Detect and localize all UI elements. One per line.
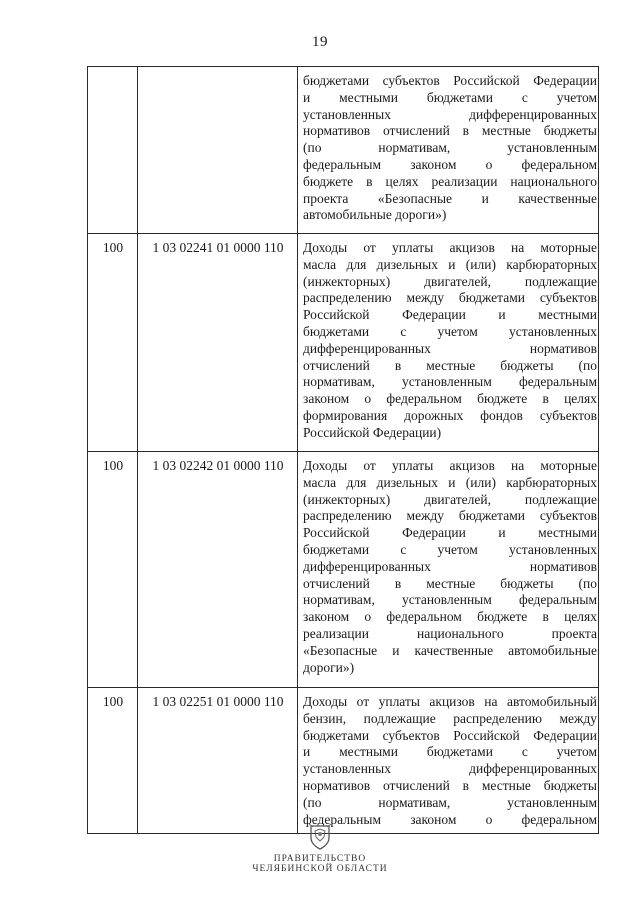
admin-code-cell: 100 bbox=[102, 458, 124, 473]
page-number: 19 bbox=[312, 34, 328, 50]
description-line: бюджетами с учетом установленных bbox=[303, 323, 597, 339]
description-line: установленных дифференцированных bbox=[303, 761, 597, 777]
income-description-cell bbox=[303, 73, 597, 224]
description-line: бюджетами субъектов Российской Федерации bbox=[303, 727, 597, 743]
description-line: распределению между бюджетами субъектов bbox=[303, 508, 597, 524]
description-line: бюджетами субъектов Российской Федерации bbox=[303, 73, 597, 88]
description-line: «Безопасные и качественные автомобильные bbox=[303, 642, 597, 658]
description-line: (инжекторных) двигателей, подлежащие bbox=[303, 273, 597, 289]
description-line: проекта «Безопасные и качественные bbox=[303, 190, 597, 206]
description-line: нормативов отчислений в местные бюджеты bbox=[303, 777, 597, 793]
description-line: (по нормативам, установленным bbox=[303, 140, 597, 156]
description-line: законом о федеральном бюджете в целях bbox=[303, 391, 597, 407]
table-row bbox=[88, 688, 598, 834]
description-line: масла для дизельных и (или) карбюраторных bbox=[303, 474, 597, 490]
government-name-line1: ПРАВИТЕЛЬСТВО bbox=[273, 854, 367, 864]
description-line: (инжекторных) двигателей, подлежащие bbox=[303, 491, 597, 507]
description-line: бюджетами с учетом установленных bbox=[303, 541, 597, 557]
description-line: отчислений в местные бюджеты (по bbox=[303, 575, 597, 591]
description-line: нормативов отчислений в местные бюджеты bbox=[303, 123, 597, 139]
description-line: Доходы от уплаты акцизов на моторные bbox=[303, 458, 597, 473]
description-line: и местными бюджетами с учетом bbox=[303, 89, 597, 105]
description-line: автомобильные дороги») bbox=[303, 207, 447, 223]
description-line: нормативам, установленным федеральным bbox=[303, 374, 597, 390]
budget-code-cell: 1 03 02251 01 0000 110 bbox=[152, 694, 284, 709]
government-footer bbox=[0, 822, 640, 874]
table-row bbox=[88, 67, 598, 233]
description-line: дороги») bbox=[303, 659, 355, 675]
description-line: отчислений в местные бюджеты (по bbox=[303, 357, 597, 373]
description-line: установленных дифференцированных bbox=[303, 106, 597, 122]
description-line: федеральным законом о федеральном bbox=[303, 811, 597, 827]
description-line: дифференцированных нормативов bbox=[303, 340, 597, 356]
income-description-cell bbox=[303, 694, 597, 828]
description-line: дифференцированных нормативов bbox=[303, 558, 597, 574]
budget-code-cell: 1 03 02242 01 0000 110 bbox=[152, 458, 284, 473]
description-line: Российской Федерации) bbox=[303, 424, 442, 440]
description-line: и местными бюджетами с учетом bbox=[303, 744, 597, 760]
income-description-cell bbox=[303, 458, 597, 676]
description-line: масла для дизельных и (или) карбюраторных bbox=[303, 256, 597, 272]
description-line: реализации национального проекта bbox=[303, 625, 597, 641]
description-line: Доходы от уплаты акцизов на моторные bbox=[303, 240, 597, 255]
description-line: бензин, подлежащие распределению между bbox=[303, 710, 597, 726]
coat-of-arms-icon bbox=[307, 822, 333, 852]
description-line: законом о федеральном бюджете в целях bbox=[303, 609, 597, 625]
admin-code-cell: 100 bbox=[102, 240, 124, 255]
description-line: федеральным законом о федеральном bbox=[303, 156, 597, 172]
admin-code-cell: 100 bbox=[102, 694, 124, 709]
description-line: распределению между бюджетами субъектов bbox=[303, 290, 597, 306]
description-line: бюджете в целях реализации национального bbox=[303, 173, 597, 189]
table-row bbox=[88, 452, 598, 687]
description-line: Российской Федерации и местными bbox=[303, 525, 597, 541]
income-description-cell bbox=[303, 240, 597, 442]
description-line: (по нормативам, установленным bbox=[303, 794, 597, 810]
description-line: Российской Федерации и местными bbox=[303, 307, 597, 323]
description-line: Доходы от уплаты акцизов на автомобильный bbox=[303, 694, 597, 709]
government-name-line2: ЧЕЛЯБИНСКОЙ ОБЛАСТИ bbox=[252, 864, 388, 874]
budget-code-cell: 1 03 02241 01 0000 110 bbox=[152, 240, 284, 255]
description-line: нормативам, установленным федеральным bbox=[303, 592, 597, 608]
description-line: формирования дорожных фондов субъектов bbox=[303, 407, 597, 423]
table-row bbox=[88, 234, 598, 451]
income-codes-table bbox=[87, 66, 599, 834]
